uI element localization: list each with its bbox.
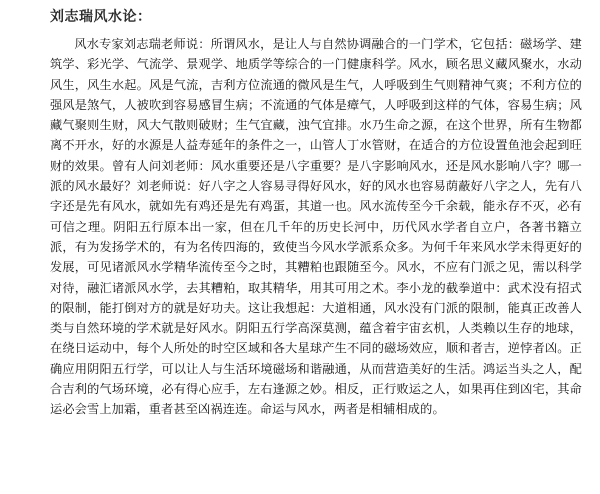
article-title: 刘志瑞风水论： <box>50 9 152 25</box>
article-paragraph: 风水专家刘志瑞老师说：所谓风水，是让人与自然协调融合的一门学术，它包括：磁场学、建筑学、彩光学、气流学、景观学、地质学等综合的一门健康科学。风水，顾名思义藏风聚水，水动风生，风生水起。风是气流，吉利方位流通的微风是生气，人呼吸到生气则精神气爽；不利方位的强风是煞气，人被吹到容易感冒生病；不流通的气体是瘴气，人呼吸到这样的气体，容易生病；风藏气聚则生财，风大气散则破财；生气宜藏，浊气宜排。水乃生命之源，在这个世界，所有生物都离不开水，好的水源是人益寿延年的条件之一，山管人丁水管财，在适合的方位设置鱼池会起到旺财的效果。曾有人问刘老师：风水重要还是八字重要？是八字影响风水，还是风水影响八字？哪一派的风水最好？刘老师说：好八字之人容易寻得好风水，好的风水也容易荫蔽好八字之人，先有八字还是先有风水，就如先有鸡还是先有鸡蛋，其道一也。风水流传至今千余载，能永存不灭，必有可信之理。阴阳五行原本出一家，但在几千年的历史长河中，历代风水学者自立户，各著书籍立派，有为发扬学术的，有为名传四海的，致使当今风水学派系众多。为何千年来风水学未得更好的发展，可见诸派风水学精华流传至今之时，其糟粕也跟随至今。风水，不应有门派之见，需以科学对待，融汇诸派风水学，去其糟粕，取其精华，用其可用之术。李小龙的截拳道中：武术没有招式的限制，能打倒对方的就是好功夫。这让我想起：大道相通，风水没有门派的限制，能真正改善人类与自然环境的学术就是好风水。阴阳五行学高深莫测，蕴含着宇宙玄机，人类赖以生存的地球，在绕日运动中，每个人所处的时空区域和各大星球产生不同的磁场效应，顺和者吉，逆悖者凶。正确应用阴阳五行学，可以让人与生活环境磁场和谐融通，从而营造美好的生活。鸿运当头之人，配合吉利的气场环境，必有得心应手，左右逢源之妙。相反，正行败运之人，如果再住到凶宅，其命运必会雪上加霜，重者甚至凶祸连连。命运与风水，两者是相辅相成的。 <box>50 37 582 417</box>
